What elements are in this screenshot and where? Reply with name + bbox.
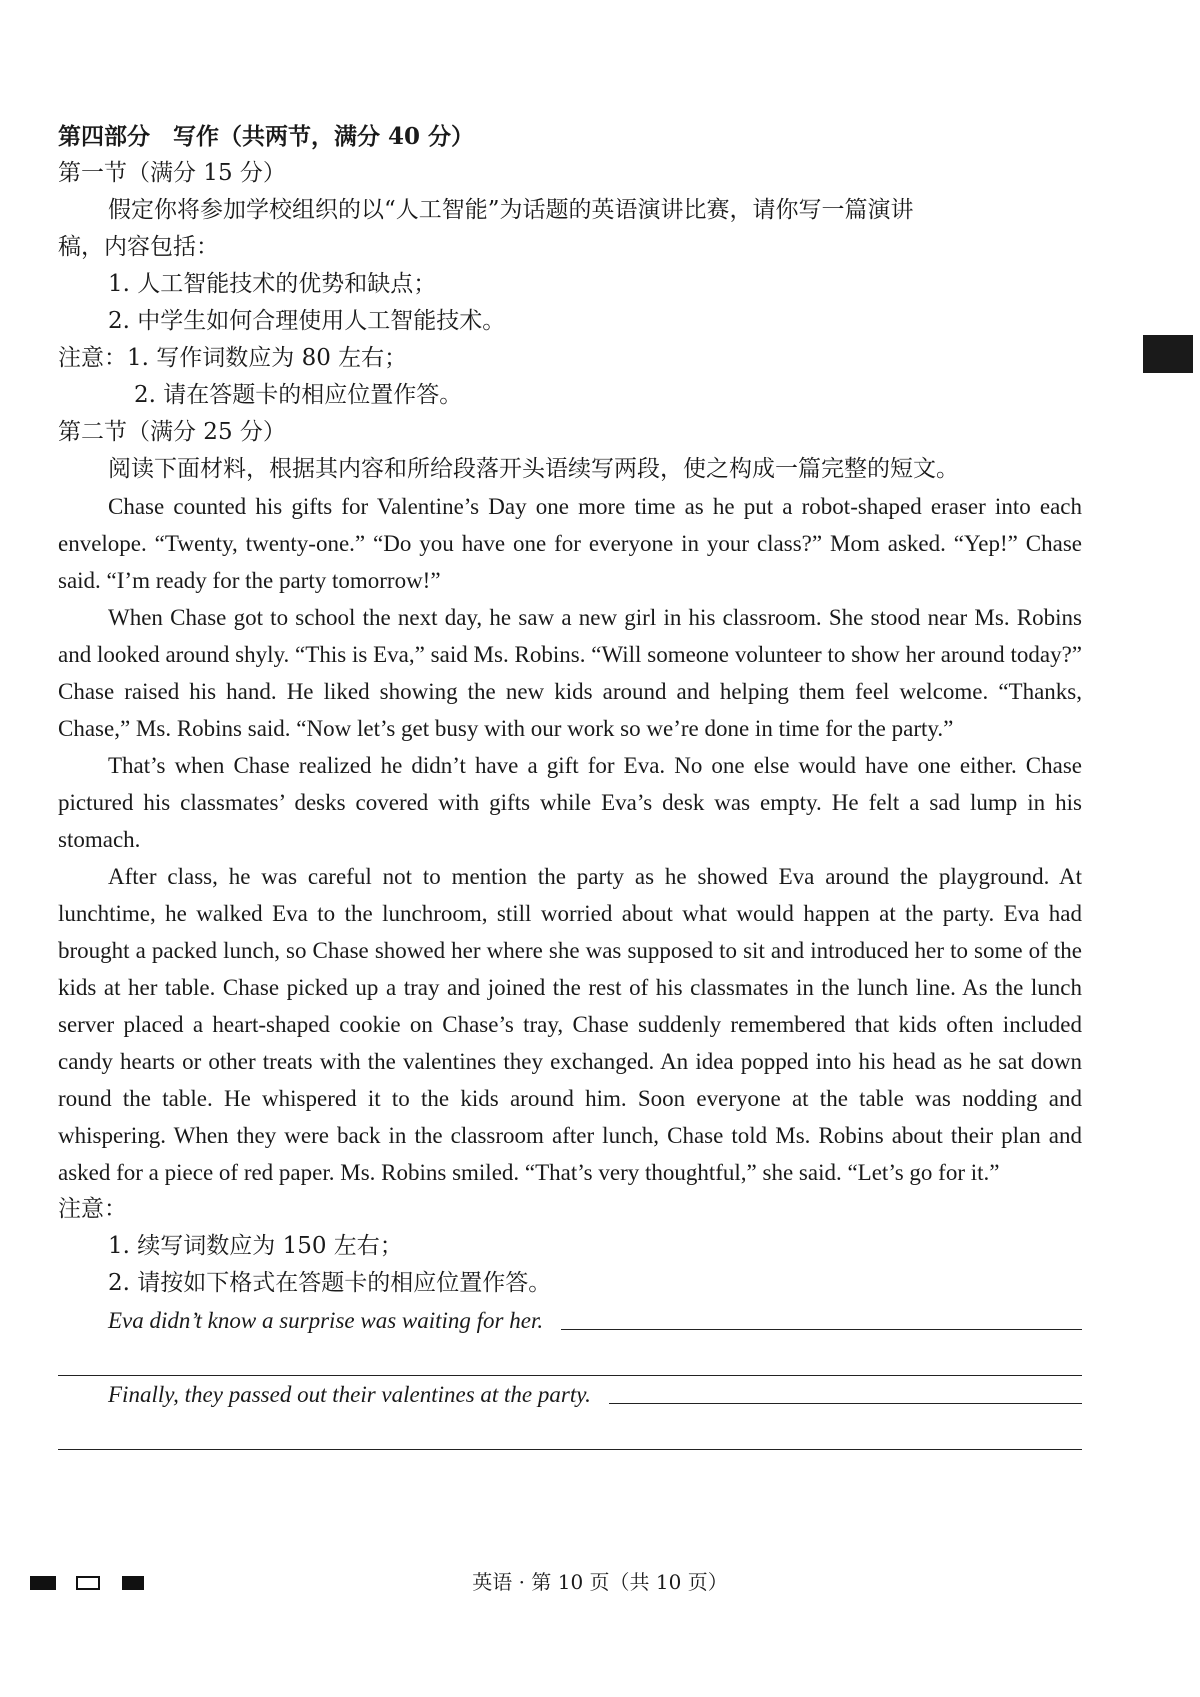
part2-heading: 第二节（满分 25 分） — [58, 419, 286, 445]
part1-task-line1: 假定你将参加学校组织的以“人工智能”为话题的英语演讲比赛，请你写一篇演讲 — [108, 197, 914, 223]
part2-note1: 1. 续写词数应为 150 左右； — [108, 1233, 403, 1259]
answer-blank-1[interactable] — [561, 1329, 1082, 1330]
writing-section — [58, 118, 1082, 1450]
part1-point2: 2. 中学生如何合理使用人工智能技术。 — [108, 308, 506, 334]
side-marker — [1143, 335, 1193, 373]
story-paragraph-4: After class, he was careful not to mention the party as he showed Eva around the playground. At lunchtime, he walked Eva to the lunchroom, still worried about what would happen at the party. Eva had brought a packed lunch, so Chase showed her where she was supposed to sit and introduced her to some of the kids at her table. Chase picked up a tray and joined the rest of his classmates in the lunch line. As the lunch server placed a heart-shaped cookie on Chase’s tray, Chase suddenly remembered that kids often included candy hearts or other treats with the valentines they exchanged. An idea popped into his head as he sat down round the table. He whispered it to the kids around him. Soon everyone at the table was nodding and whispering. When they were back in the classroom after lunch, Chase told Ms. Robins about their plan and asked for a piece of red paper. Ms. Robins smiled. “That’s very thoughtful,” she said. “Let’s go for it.” — [58, 864, 1082, 1185]
continuation-prompt-1 — [58, 1302, 1082, 1339]
story-paragraph-3: That’s when Chase realized he didn’t have a gift for Eva. No one else would have one either. Chase pictured his classmates’ desks covered with gifts while Eva’s desk was empty. He felt a sad lump in his stomach. — [58, 753, 1082, 852]
prompt1-text: Eva didn’t know a surprise was waiting for her. — [108, 1308, 544, 1333]
answer-line-1[interactable] — [58, 1339, 1082, 1376]
part2-note-heading: 注意： — [58, 1196, 127, 1222]
section-title: 第四部分 写作（共两节，满分 40 分） — [58, 123, 475, 150]
continuation-prompt-2 — [58, 1376, 1082, 1413]
story-text — [58, 488, 1082, 1191]
prompt2-text: Finally, they passed out their valentines at the party. — [108, 1382, 591, 1407]
page-number: 英语 · 第 10 页（共 10 页） — [472, 1570, 728, 1594]
page-footer — [0, 1566, 1200, 1606]
part1-note1: 注意：1. 写作词数应为 80 左右； — [58, 345, 408, 371]
part1-task-line2: 稿，内容包括： — [58, 234, 219, 260]
part2-instruction: 阅读下面材料，根据其内容和所给段落开头语续写两段，使之构成一篇完整的短文。 — [108, 456, 959, 482]
story-paragraph-1: Chase counted his gifts for Valentine’s Day one more time as he put a robot-shaped eraser into each envelope. “Twenty, twenty-one.” “Do you have one for everyone in your class?” Mom asked. “Yep!” Chase said. “I’m ready for the party tomorrow!” — [58, 494, 1082, 593]
part2-note2: 2. 请按如下格式在答题卡的相应位置作答。 — [108, 1270, 552, 1296]
answer-line-2[interactable] — [58, 1413, 1082, 1450]
part1-note2: 2. 请在答题卡的相应位置作答。 — [134, 382, 463, 408]
answer-blank-2[interactable] — [609, 1403, 1082, 1404]
part1-point1: 1. 人工智能技术的优势和缺点； — [108, 271, 437, 297]
story-paragraph-2: When Chase got to school the next day, he saw a new girl in his classroom. She stood near Ms. Robins and looked around shyly. “This is Eva,” said Ms. Robins. “Will someone volunteer to show her around today?” Chase raised his hand. He liked showing the new kids around and helping them feel welcome. “Thanks, Chase,” Ms. Robins said. “Now let’s get busy with our work so we’re done in time for the party.” — [58, 605, 1082, 741]
part1-heading: 第一节（满分 15 分） — [58, 160, 286, 186]
